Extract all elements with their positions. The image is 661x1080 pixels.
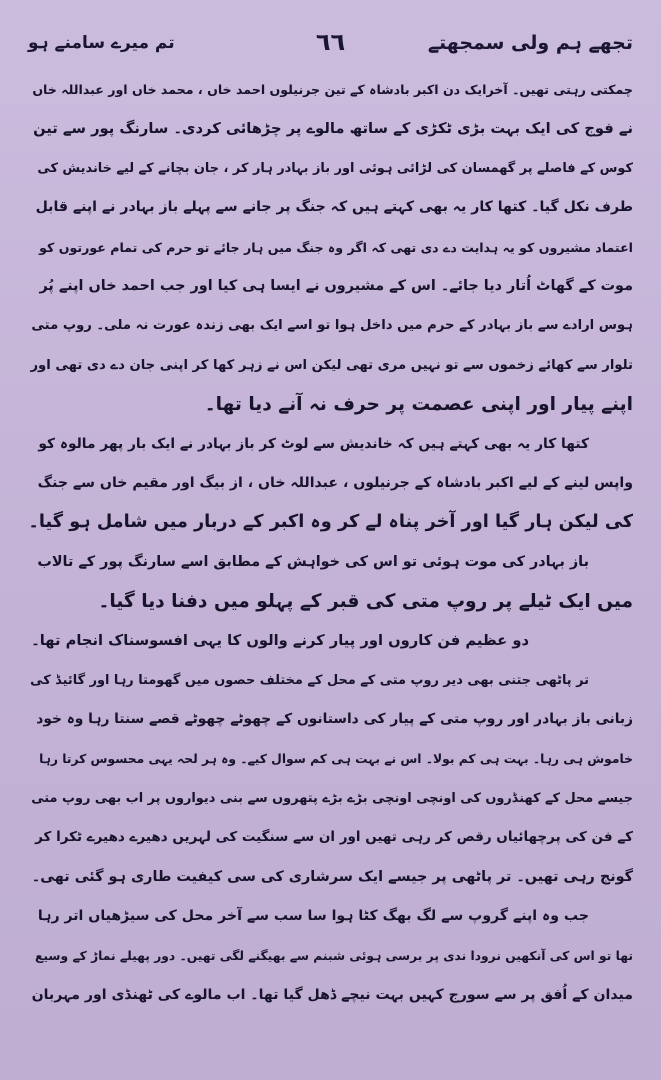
running-title-right: تجھے ہم ولی سمجھتے	[427, 32, 633, 54]
text-line: نے فوج کی ایک بہت بڑی ٹکڑی کے ساتھ مالوے پر چڑھائی کردی۔ سارنگ پور سے تین	[33, 120, 633, 138]
text-line: باز بہادر کی موت ہوئی تو اس کی خواہش کے مطابق اسے سارنگ پور کے تالاب	[37, 553, 589, 570]
text-line: کوس کے فاصلے پر گھمسان کی لڑائی ہوئی اور باز بہادر ہار کر ، جان بچانے کے لیے خاندیش کی	[37, 160, 633, 176]
text-line: ہوس ارادے سے باز بہادر کے حرم میں داخل ہوا تو اسے ایک بھی زندہ عورت نہ ملی۔ روپ متی	[31, 318, 633, 334]
text-line: چمکتی رہتی تھیں۔ آخرایک دن اکبر بادشاہ کے تین جرنیلوں احمد خاں ، محمد خاں اور عبداللہ خاں	[32, 82, 633, 97]
text-line: طرف نکل گیا۔ کتھا کار یہ بھی کہتے ہیں کہ جنگ پر جانے سے پہلے باز بہادر نے اپنے قابل	[35, 199, 633, 216]
running-title-left: تم میرے سامنے ہو	[28, 33, 175, 53]
text-line: جیسے محل کے کھنڈروں کی اونچی اونچی بڑے بڑے پتھروں سے بنی دیواروں پر اب بھی روپ متی	[31, 791, 633, 807]
body-text	[28, 70, 633, 1080]
text-line: کے فن کی پرچھائیاں رقص کر رہی تھیں اور ان سے سنگیت کی لہریں دھیرے دھیرے ٹکرا کر	[35, 829, 633, 846]
text-line: اپنے پیار اور اپنی عصمت پر حرف نہ آنے دیا تھا۔	[204, 394, 633, 416]
text-line: تر پاٹھی جتنی بھی دیر روپ متی کے محل کے مختلف حصوں میں گھومتا رہا اور گائیڈ کی	[30, 672, 589, 688]
text-line: گونج رہی تھیں۔ تر پاٹھی پر جیسے ایک سرشاری کی سی کیفیت طاری ہو گئی تھی۔	[31, 868, 633, 885]
text-line: جب وہ اپنے گروپ سے لگ بھگ کٹا ہوا سا سب سے آخر محل کی سیڑھیاں اتر رہا	[37, 908, 589, 925]
text-line: واپس لینے کے لیے اکبر بادشاہ کے جرنیلوں ، عبداللہ خاں ، از بیگ اور مقیم خاں سے جنگ	[37, 474, 633, 491]
text-line: موت کے گھاٹ اُتار دیا جائے۔ اس کے مشیروں نے ایسا ہی کیا اور جب احمد خاں اپنے پُر	[39, 277, 633, 294]
text-line: خاموش ہی رہا۔ بہت ہی کم بولا۔ اس نے بہت ہی کم سوال کیے۔ وہ ہر لحہ یہی محسوس کرتا رہا	[39, 751, 633, 766]
text-line: دو عظیم فن کاروں اور پیار کرنے والوں کا یہی افسوسناک انجام تھا۔	[31, 632, 529, 650]
text-line: میدان کے اُفق پر سے سورج کہیں بہت نیچے ڈھل گیا تھا۔ اب مالوے کی ٹھنڈی اور مہربان	[31, 986, 633, 1003]
text-line: زبانی باز بہادر اور روپ متی کے پیار کی داستانوں کے چھوٹے چھوٹے قصے سنتا رہا وہ خود	[36, 711, 633, 728]
text-line: کتھا کار یہ بھی کہتے ہیں کہ خاندیش سے لوٹ کر باز بہادر نے ایک بار پھر مالوہ کو	[38, 435, 589, 452]
text-line: کی لیکن ہار گیا اور آخر پناہ لے کر وہ اکبر کے دربار میں شامل ہو گیا۔	[28, 512, 633, 533]
page-header	[28, 28, 633, 66]
text-line: اعتماد مشیروں کو یہ ہدایت دے دی تھی کہ اگر وہ جنگ میں ہار جائے تو حرم کی تمام عورتوں کو	[39, 239, 633, 255]
text-line: تلوار سے کھائے زخموں سے تو نہیں مری تھی لیکن اس نے زہر کھا کر اپنی جان دے دی تھی اور	[30, 357, 633, 373]
page-number: ٦٦	[315, 28, 346, 56]
text-line: میں ایک ٹیلے پر روپ متی کی قبر کے پہلو میں دفنا دیا گیا۔	[98, 591, 633, 613]
text-line: تھا تو اس کی آنکھیں نرودا ندی پر برسی ہوئی شبنم سے بھیگنے لگی تھیں۔ دور پھیلے نماڑ کے وسیع	[35, 948, 633, 963]
